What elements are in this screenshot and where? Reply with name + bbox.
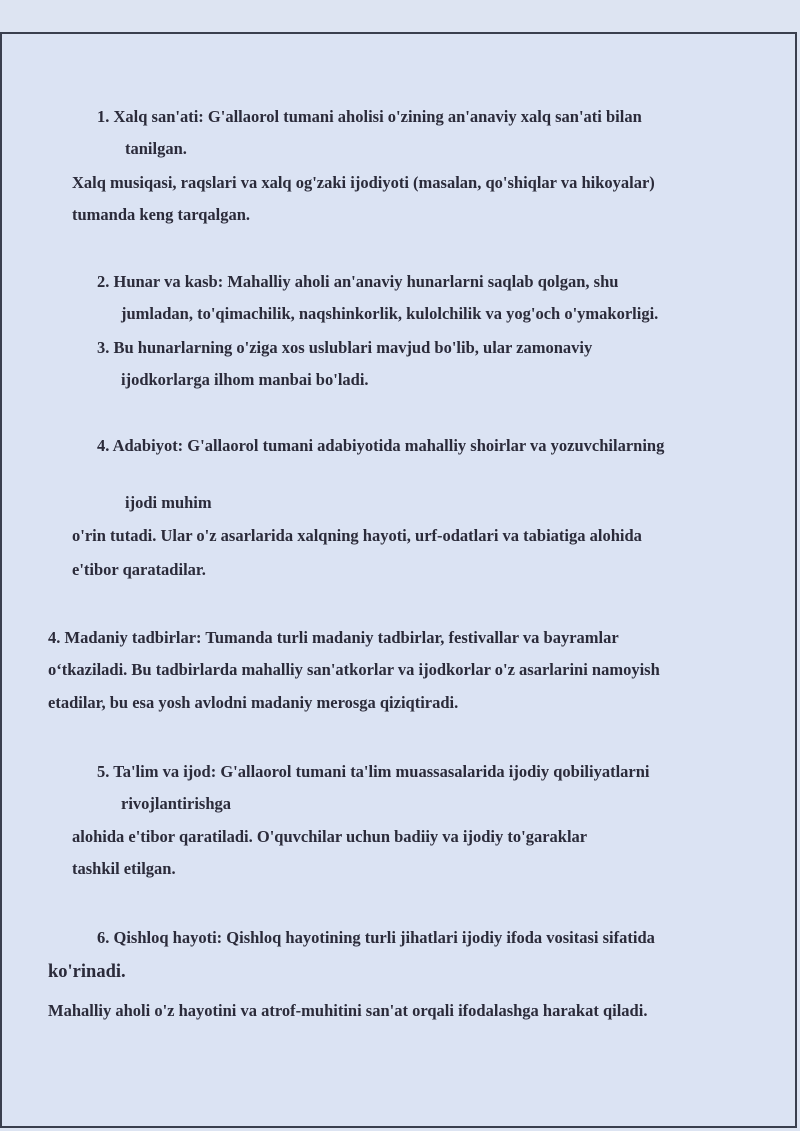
item-3-text-cont: ijodkorlarga ilhom manbai bo'ladi. — [121, 370, 369, 389]
item-1-text-cont: tanilgan. — [125, 139, 187, 158]
paragraph-text: Xalq musiqasi, raqslari va xalq og'zaki ijodiyoti (masalan, qo'shiqlar va hikoyalar) — [72, 173, 655, 192]
paragraph-text: alohida e'tibor qaratiladi. O'quvchilar uchun badiiy va ijodiy to'garaklar — [72, 827, 588, 846]
item-4-text: 4. Adabiyot: G'allaorol tumani adabiyotida mahalliy shoirlar va yozuvchilarning — [97, 436, 665, 455]
paragraph-text: tumanda keng tarqalgan. — [72, 205, 251, 224]
item-2-text: 2. Hunar va kasb: Mahalliy aholi an'anaviy hunarlarni saqlab qolgan, shu — [97, 272, 619, 291]
item-4-text-cont: ijodi muhim — [125, 493, 212, 512]
paragraph-text: Mahalliy aholi o'z hayotini va atrof-muhitini san'at orqali ifodalashga harakat qiladi. — [48, 1001, 648, 1020]
item-2-text-cont: jumladan, to'qimachilik, naqshinkorlik, kulolchilik va yog'och o'ymakorligi. — [121, 304, 659, 323]
paragraph-text: e'tibor qaratadilar. — [72, 560, 206, 579]
item-5-text: 5. Ta'lim va ijod: G'allaorol tumani ta'lim muassasalarida ijodiy qobiliyatlarni — [97, 762, 650, 781]
item-1-text: 1. Xalq san'ati: G'allaorol tumani aholisi o'zining an'anaviy xalq san'ati bilan — [97, 107, 642, 126]
madaniy-paragraph: etadilar, bu esa yosh avlodni madaniy merosga qiziqtiradi. — [48, 693, 459, 712]
item-3-text: 3. Bu hunarlarning o'ziga xos uslublari mavjud bo'lib, ular zamonaviy — [97, 338, 593, 357]
madaniy-paragraph: o‘tkaziladi. Bu tadbirlarda mahalliy san'atkorlar va ijodkorlar o'z asarlarini namoyish — [48, 660, 660, 679]
paragraph-text: tashkil etilgan. — [72, 859, 176, 878]
paragraph-text: o'rin tutadi. Ular o'z asarlarida xalqning hayoti, urf-odatlari va tabiatiga alohida — [72, 526, 642, 545]
item-6-text: 6. Qishloq hayoti: Qishloq hayotining turli jihatlari ijodiy ifoda vositasi sifatida — [97, 928, 655, 947]
item-6-text-cont: ko'rinadi. — [48, 962, 126, 982]
madaniy-paragraph: 4. Madaniy tadbirlar: Tumanda turli madaniy tadbirlar, festivallar va bayramlar — [48, 628, 619, 647]
item-5-text-cont: rivojlantirishga — [121, 794, 231, 813]
